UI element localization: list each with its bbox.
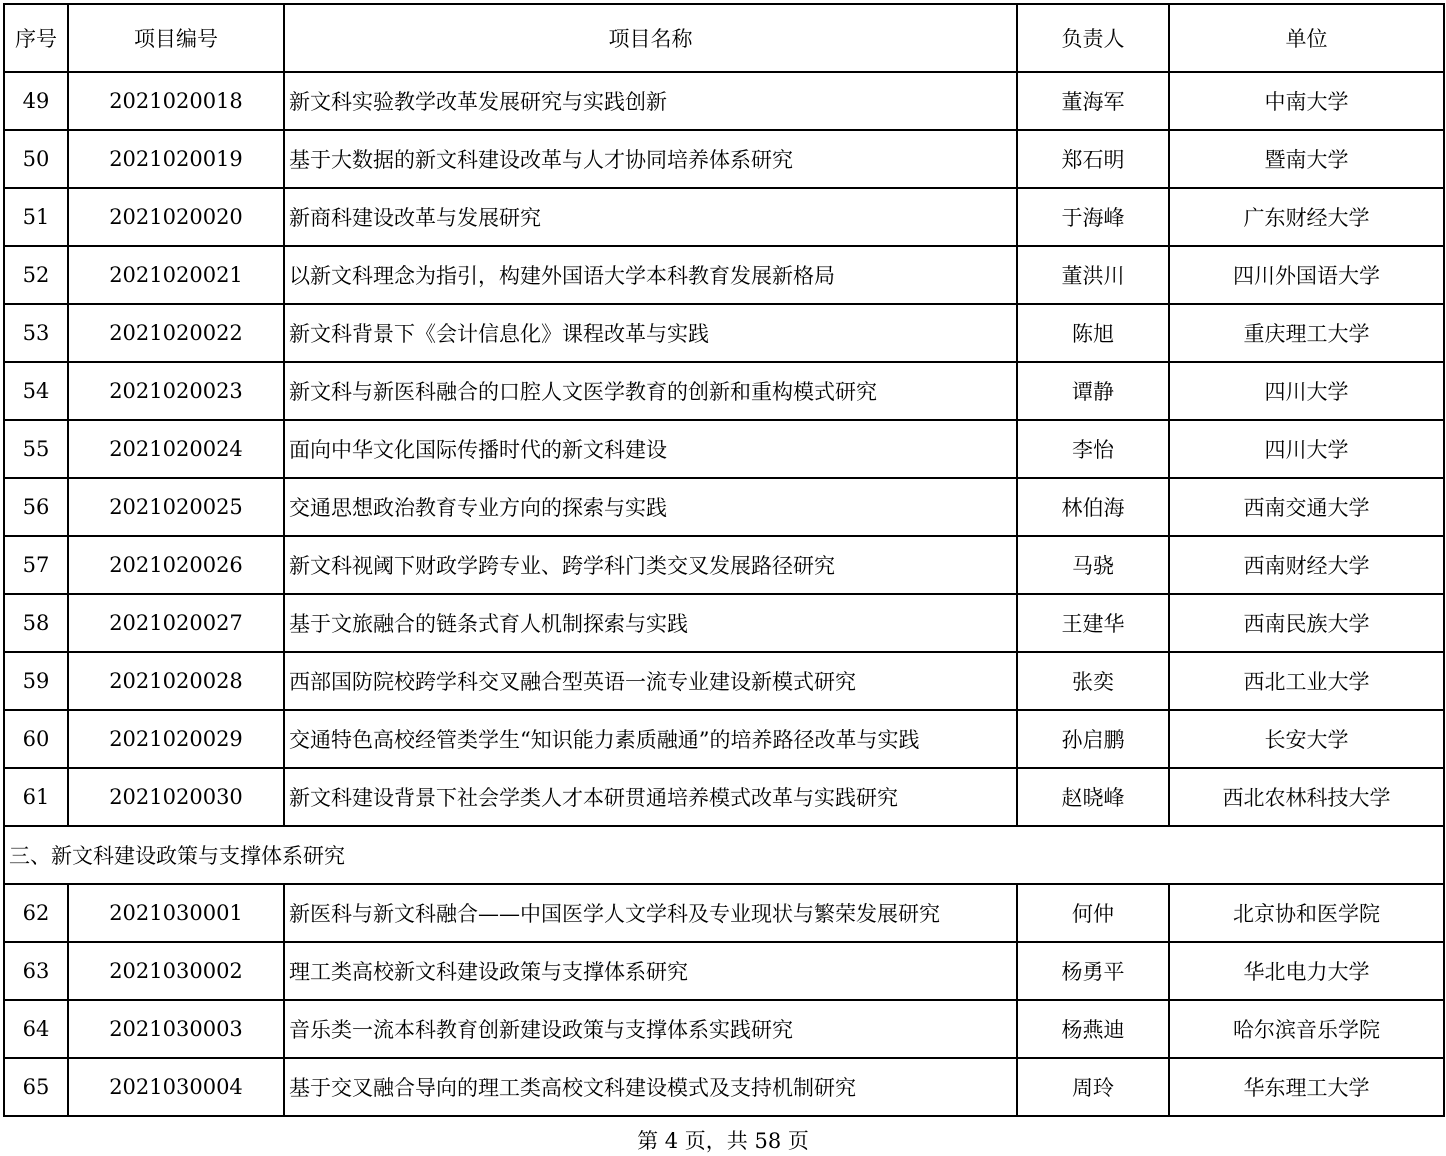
cell-unit: 华东理工大学 xyxy=(1169,1058,1444,1116)
table-row xyxy=(4,884,1444,942)
cell-code: 2021020026 xyxy=(68,536,284,594)
cell-unit: 西北农林科技大学 xyxy=(1169,768,1444,826)
cell-unit: 西南交通大学 xyxy=(1169,478,1444,536)
cell-leader: 王建华 xyxy=(1017,594,1169,652)
cell-name: 交通思想政治教育专业方向的探索与实践 xyxy=(284,478,1017,536)
cell-name: 新文科实验教学改革发展研究与实践创新 xyxy=(284,72,1017,130)
table-row xyxy=(4,478,1444,536)
cell-name: 新文科建设背景下社会学类人才本研贯通培养模式改革与实践研究 xyxy=(284,768,1017,826)
cell-name: 新医科与新文科融合——中国医学人文学科及专业现状与繁荣发展研究 xyxy=(284,884,1017,942)
project-table xyxy=(3,3,1445,1117)
cell-leader: 杨勇平 xyxy=(1017,942,1169,1000)
cell-leader: 于海峰 xyxy=(1017,188,1169,246)
cell-unit: 哈尔滨音乐学院 xyxy=(1169,1000,1444,1058)
cell-no: 57 xyxy=(4,536,68,594)
table-row xyxy=(4,72,1444,130)
cell-code: 2021030004 xyxy=(68,1058,284,1116)
table-row xyxy=(4,652,1444,710)
cell-unit: 中南大学 xyxy=(1169,72,1444,130)
cell-no: 65 xyxy=(4,1058,68,1116)
cell-no: 61 xyxy=(4,768,68,826)
cell-unit: 长安大学 xyxy=(1169,710,1444,768)
cell-code: 2021020029 xyxy=(68,710,284,768)
cell-no: 56 xyxy=(4,478,68,536)
table-row xyxy=(4,420,1444,478)
cell-leader: 周玲 xyxy=(1017,1058,1169,1116)
cell-no: 54 xyxy=(4,362,68,420)
cell-name: 交通特色高校经管类学生“知识能力素质融通”的培养路径改革与实践 xyxy=(284,710,1017,768)
cell-leader: 董洪川 xyxy=(1017,246,1169,304)
table-body xyxy=(4,72,1444,1116)
cell-name: 新商科建设改革与发展研究 xyxy=(284,188,1017,246)
cell-no: 53 xyxy=(4,304,68,362)
table-row xyxy=(4,768,1444,826)
cell-code: 2021020018 xyxy=(68,72,284,130)
header-code: 项目编号 xyxy=(68,4,284,72)
cell-unit: 暨南大学 xyxy=(1169,130,1444,188)
cell-code: 2021030003 xyxy=(68,1000,284,1058)
section-title: 三、新文科建设政策与支撑体系研究 xyxy=(4,826,1444,884)
cell-name: 新文科背景下《会计信息化》课程改革与实践 xyxy=(284,304,1017,362)
table-row xyxy=(4,710,1444,768)
cell-unit: 四川外国语大学 xyxy=(1169,246,1444,304)
cell-no: 58 xyxy=(4,594,68,652)
cell-leader: 赵晓峰 xyxy=(1017,768,1169,826)
cell-no: 60 xyxy=(4,710,68,768)
cell-no: 50 xyxy=(4,130,68,188)
cell-no: 55 xyxy=(4,420,68,478)
header-no: 序号 xyxy=(4,4,68,72)
section-row xyxy=(4,826,1444,884)
cell-unit: 重庆理工大学 xyxy=(1169,304,1444,362)
table-row xyxy=(4,1058,1444,1116)
cell-no: 59 xyxy=(4,652,68,710)
cell-no: 64 xyxy=(4,1000,68,1058)
header-unit: 单位 xyxy=(1169,4,1444,72)
cell-leader: 孙启鹏 xyxy=(1017,710,1169,768)
table-row xyxy=(4,594,1444,652)
cell-leader: 林伯海 xyxy=(1017,478,1169,536)
header-row xyxy=(4,4,1444,72)
cell-unit: 四川大学 xyxy=(1169,362,1444,420)
cell-code: 2021030001 xyxy=(68,884,284,942)
cell-code: 2021020025 xyxy=(68,478,284,536)
cell-name: 基于文旅融合的链条式育人机制探索与实践 xyxy=(284,594,1017,652)
cell-name: 新文科视阈下财政学跨专业、跨学科门类交叉发展路径研究 xyxy=(284,536,1017,594)
table-row xyxy=(4,246,1444,304)
cell-name: 基于大数据的新文科建设改革与人才协同培养体系研究 xyxy=(284,130,1017,188)
cell-code: 2021020020 xyxy=(68,188,284,246)
cell-unit: 华北电力大学 xyxy=(1169,942,1444,1000)
cell-code: 2021020027 xyxy=(68,594,284,652)
header-leader: 负责人 xyxy=(1017,4,1169,72)
page-footer: 第 4 页，共 58 页 xyxy=(637,1129,809,1153)
table-row xyxy=(4,188,1444,246)
cell-code: 2021020028 xyxy=(68,652,284,710)
table-row xyxy=(4,304,1444,362)
table-row xyxy=(4,942,1444,1000)
cell-unit: 北京协和医学院 xyxy=(1169,884,1444,942)
table-row xyxy=(4,536,1444,594)
cell-leader: 陈旭 xyxy=(1017,304,1169,362)
cell-code: 2021020023 xyxy=(68,362,284,420)
cell-code: 2021020021 xyxy=(68,246,284,304)
cell-no: 52 xyxy=(4,246,68,304)
cell-leader: 谭静 xyxy=(1017,362,1169,420)
cell-code: 2021020024 xyxy=(68,420,284,478)
cell-no: 63 xyxy=(4,942,68,1000)
header-name: 项目名称 xyxy=(284,4,1017,72)
cell-leader: 杨燕迪 xyxy=(1017,1000,1169,1058)
cell-code: 2021030002 xyxy=(68,942,284,1000)
cell-unit: 西北工业大学 xyxy=(1169,652,1444,710)
cell-name: 新文科与新医科融合的口腔人文医学教育的创新和重构模式研究 xyxy=(284,362,1017,420)
cell-unit: 四川大学 xyxy=(1169,420,1444,478)
cell-unit: 西南民族大学 xyxy=(1169,594,1444,652)
cell-name: 音乐类一流本科教育创新建设政策与支撑体系实践研究 xyxy=(284,1000,1017,1058)
cell-name: 以新文科理念为指引，构建外国语大学本科教育发展新格局 xyxy=(284,246,1017,304)
cell-leader: 何仲 xyxy=(1017,884,1169,942)
cell-leader: 张奕 xyxy=(1017,652,1169,710)
cell-leader: 董海军 xyxy=(1017,72,1169,130)
cell-name: 理工类高校新文科建设政策与支撑体系研究 xyxy=(284,942,1017,1000)
cell-unit: 西南财经大学 xyxy=(1169,536,1444,594)
cell-no: 49 xyxy=(4,72,68,130)
cell-leader: 马骁 xyxy=(1017,536,1169,594)
cell-unit: 广东财经大学 xyxy=(1169,188,1444,246)
cell-code: 2021020019 xyxy=(68,130,284,188)
cell-no: 51 xyxy=(4,188,68,246)
cell-name: 面向中华文化国际传播时代的新文科建设 xyxy=(284,420,1017,478)
cell-name: 基于交叉融合导向的理工类高校文科建设模式及支持机制研究 xyxy=(284,1058,1017,1116)
cell-no: 62 xyxy=(4,884,68,942)
cell-leader: 李怡 xyxy=(1017,420,1169,478)
cell-code: 2021020030 xyxy=(68,768,284,826)
cell-leader: 郑石明 xyxy=(1017,130,1169,188)
table-row xyxy=(4,1000,1444,1058)
table-row xyxy=(4,130,1444,188)
table-row xyxy=(4,362,1444,420)
cell-name: 西部国防院校跨学科交叉融合型英语一流专业建设新模式研究 xyxy=(284,652,1017,710)
cell-code: 2021020022 xyxy=(68,304,284,362)
